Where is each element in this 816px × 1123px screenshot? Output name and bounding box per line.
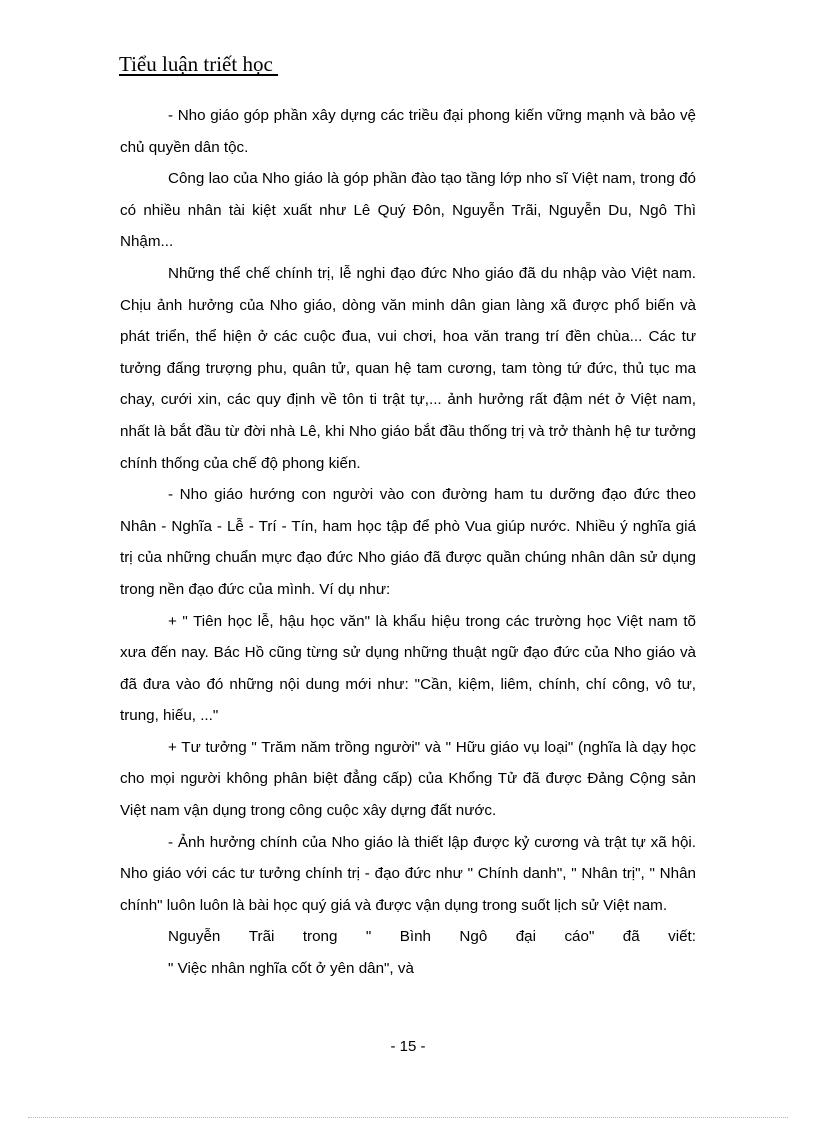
citation-word: cáo" xyxy=(564,928,595,946)
paragraph: + " Tiên học lễ, hậu học văn" là khẩu hiệu trong các trường học Việt nam tõ xưa đến nay. Bác Hồ cũng từng sử dụng những thuật ngữ đạo đức của Nho giáo và đã đưa vào đó những nội dung mới như: "Cần, kiệm, liêm, chính, chí công, vô tư, trung, hiếu, ..." xyxy=(120,612,696,725)
paragraph: - Nho giáo hướng con người vào con đường ham tu dưỡng đạo đức theo Nhân - Nghĩa - Lễ - Trí - Tín, ham học tập để phò Vua giúp nước. Nhiều ý nghĩa giá trị của những chuẩn mực đạo đức Nho giáo đã được quần chúng nhân dân sử dụng trong nền đạo đức của mình. Ví dụ như: xyxy=(120,486,696,598)
footer-divider xyxy=(28,1117,788,1118)
citation-word: trong xyxy=(302,928,338,946)
citation-word: " xyxy=(365,928,372,946)
citation-word: Bình xyxy=(399,928,431,946)
paragraph: - Ảnh hưởng chính của Nho giáo là thiết lập được kỷ cương và trật tự xã hội. Nho giáo với các tư tưởng chính trị - đạo đức như " Chính danh", " Nhân trị", " Nhân chính" luôn luôn là bài học quý giá và được vận dụng trong suốt lịch sử Việt nam. xyxy=(120,833,696,914)
page-number: - 15 - xyxy=(390,1038,426,1055)
citation-line xyxy=(120,921,696,953)
citation-word: Nguyễn xyxy=(168,928,221,946)
paragraph: Những thể chế chính trị, lễ nghi đạo đức Nho giáo đã du nhập vào Việt nam. Chịu ảnh hưởng của Nho giáo, dòng văn minh dân gian làng xã được phổ biến và phát triển, thể hiện ở các cuộc đua, vui chơi, hoa văn trang trí đền chùa... Các tư tưởng đấng trượng phu, quân tử, quan hệ tam cương, tam tòng tứ đức, thủ tục ma chay, cưới xin, các quy định về tôn ti trật tự,... ảnh hưởng rất đậm nét ở Việt nam, nhất là bắt đầu từ đời nhà Lê, khi Nho giáo bắt đầu thống trị và trở thành hệ tư tưởng chính thống của chế độ phong kiến. xyxy=(120,264,696,472)
quote-line: " Việc nhân nghĩa cốt ở yên dân", và xyxy=(168,960,414,978)
paragraph: Công lao của Nho giáo là góp phần đào tạo tầng lớp nho sĩ Việt nam, trong đó có nhiều nhân tài kiệt xuất như Lê Quý Đôn, Nguyễn Trãi, Nguyễn Du, Ngô Thì Nhậm... xyxy=(120,170,696,251)
citation-word: viết: xyxy=(668,928,696,946)
paragraph: - Nho giáo góp phần xây dựng các triều đại phong kiến vững mạnh và bảo vệ chủ quyền dân tộc. xyxy=(120,107,696,156)
citation-word: đại xyxy=(515,928,537,946)
citation-word: Ngô xyxy=(459,928,488,946)
body-text xyxy=(120,100,696,985)
paragraph: + Tư tưởng " Trăm năm trồng người" và " Hữu giáo vụ loại" (nghĩa là dạy học cho mọi người không phân biệt đẳng cấp) của Khổng Tử đã được Đảng Cộng sản Việt nam vận dụng trong công cuộc xây dựng đất nước. xyxy=(120,738,696,820)
citation-word: đã xyxy=(622,928,640,946)
citation-word: Trãi xyxy=(248,928,275,946)
document-header-title: Tiểu luận triết học xyxy=(119,52,279,76)
